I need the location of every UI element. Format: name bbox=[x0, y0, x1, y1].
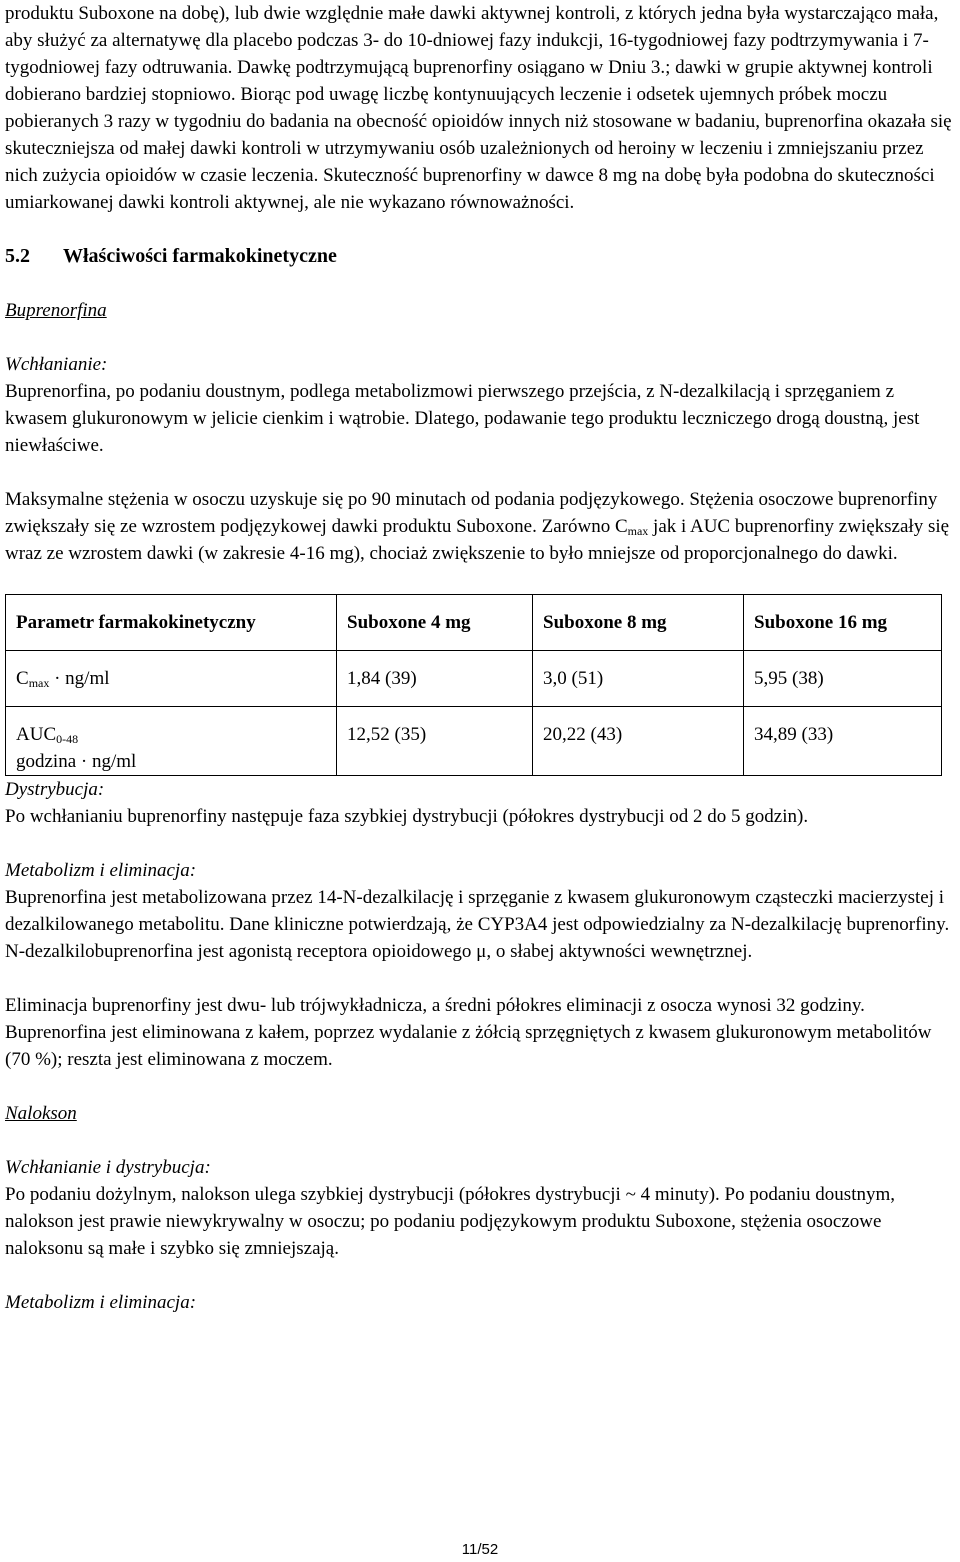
maksymalne-paragraph bbox=[5, 486, 955, 567]
section-number: 5.2 bbox=[5, 245, 30, 267]
table-cell: 5,95 (38) bbox=[744, 651, 942, 707]
page-number: 11/52 bbox=[461, 1541, 499, 1558]
dystrybucja-label: Dystrybucja: bbox=[5, 779, 105, 800]
table-cell: 20,22 (43) bbox=[533, 707, 744, 776]
metabolizm-label: Metabolizm i eliminacja: bbox=[5, 860, 197, 881]
intro-paragraph: produktu Suboxone na dobę), lub dwie względnie małe dawki aktywnej kontroli, z których jedna była wystarczająco mała, aby służyć za alternatywę dla placebo podczas 3- do 10-dniowej fazy indukcji, 16-tygodniowej fazy podtrzymywania i 7-tygodniowej fazy odtruwania. Dawkę podtrzymującą buprenorfiny osiągano w Dniu 3.; dawki w grupie aktywnej kontroli dobierano bardziej stopniowo. Biorąc pod uwagę liczbę kontynuujących leczenie i odsetek ujemnych próbek moczu pobieranych 3 razy w tygodniu do badania na obecność opioidów innych niż stosowane w badaniu, buprenorfina okazała się skuteczniejsza od małej dawki kontroli w utrzymywaniu osób uzależnionych od heroiny w leczeniu i zmniejszaniu przez nich zużycia opioidów w czasie leczenia. Skuteczność buprenorfiny w dawce 8 mg na dobę była podobna do skuteczności umiarkowanej dawki kontroli aktywnej, ale nie wykazano równoważności. bbox=[5, 3, 952, 213]
auc-sub: 0-48 bbox=[56, 732, 79, 746]
table-cell: 1,84 (39) bbox=[337, 651, 533, 707]
auc-unit: godzina · ng/ml bbox=[16, 751, 137, 772]
wchlanianie-label: Wchłanianie: bbox=[5, 354, 108, 375]
table-row bbox=[6, 707, 942, 776]
cmax-unit: · ng/ml bbox=[49, 668, 110, 689]
buprenorfina-heading: Buprenorfina bbox=[5, 300, 107, 321]
table-header-cell: Suboxone 4 mg bbox=[337, 595, 533, 651]
maks-text-b: jak i AUC buprenorfiny zwiększały się wraz ze wzrostem dawki (w zakresie 4-16 mg), chociaż zwiększenie to było mniejsze od proporcjonalnego do dawki. bbox=[5, 516, 950, 564]
table-cell: 3,0 (51) bbox=[533, 651, 744, 707]
table-cell: 12,52 (35) bbox=[337, 707, 533, 776]
table-row-label bbox=[6, 707, 337, 776]
pk-table bbox=[5, 594, 942, 776]
wchlanianie-text: Buprenorfina, po podaniu doustnym, podlega metabolizmowi pierwszego przejścia, z N-dezalkilacją i sprzęganiem z kwasem glukuronowym w jelicie cienkim i wątrobie. Dlatego, podawanie tego produktu leczniczego drogą doustną, jest niewłaściwe. bbox=[5, 381, 920, 456]
document-page bbox=[5, 0, 955, 1316]
table-row-label bbox=[6, 651, 337, 707]
maks-text-a: Maksymalne stężenia w osoczu uzyskuje się po 90 minutach od podania podjęzykowego. Stężenia osoczowe buprenorfiny zwiększały się ze wzrostem podjęzykowej dawki produktu Suboxone. Zarówno C bbox=[5, 489, 938, 537]
section-title: Właściwości farmakokinetyczne bbox=[63, 245, 337, 267]
table-header-cell: Parametr farmakokinetyczny bbox=[6, 595, 337, 651]
nalokson-wchl-label: Wchłanianie i dystrybucja: bbox=[5, 1157, 211, 1178]
cmax-sub: max bbox=[28, 676, 50, 690]
cmax-label: C bbox=[16, 668, 29, 689]
dystrybucja-text: Po wchłanianiu buprenorfiny następuje faza szybkiej dystrybucji (półokres dystrybucji od 2 do 5 godzin). bbox=[5, 806, 809, 827]
section-heading bbox=[5, 243, 955, 270]
nalokson-wchl-text: Po podaniu dożylnym, nalokson ulega szybkiej dystrybucji (półokres dystrybucji ~ 4 minuty). Po podaniu doustnym, nalokson jest prawie niewykrywalny w osoczu; po podaniu podjęzykowym produktu Suboxone, stężenia osoczowe naloksonu są małe i szybko się zmniejszają. bbox=[5, 1184, 896, 1259]
auc-label: AUC bbox=[16, 724, 57, 745]
maks-sub: max bbox=[627, 524, 649, 538]
nalokson-heading: Nalokson bbox=[5, 1103, 77, 1124]
table-cell: 34,89 (33) bbox=[744, 707, 942, 776]
nalokson-metab-label: Metabolizm i eliminacja: bbox=[5, 1292, 197, 1313]
metabolizm-text: Buprenorfina jest metabolizowana przez 14-N-dezalkilację i sprzęganie z kwasem glukuronowym cząsteczki macierzystej i dezalkilowanego metabolitu. Dane kliniczne potwierdzają, że CYP3A4 jest odpowiedzialny za N-dezalkilację buprenorfiny. N-dezalkilobuprenorfina jest agonistą receptora opioidowego μ, o słabej aktywności wewnętrznej. bbox=[5, 887, 950, 962]
table-header-row bbox=[6, 595, 942, 651]
table-row bbox=[6, 651, 942, 707]
eliminacja-text-2: Buprenorfina jest eliminowana z kałem, poprzez wydalanie z żółcią sprzęgniętych z kwasem glukuronowym metabolitów (70 %); reszta jest eliminowana z moczem. bbox=[5, 1022, 932, 1070]
table-header-cell: Suboxone 16 mg bbox=[744, 595, 942, 651]
table-header-cell: Suboxone 8 mg bbox=[533, 595, 744, 651]
eliminacja-text: Eliminacja buprenorfiny jest dwu- lub trójwykładnicza, a średni półokres eliminacji z osocza wynosi 32 godziny. bbox=[5, 995, 865, 1016]
